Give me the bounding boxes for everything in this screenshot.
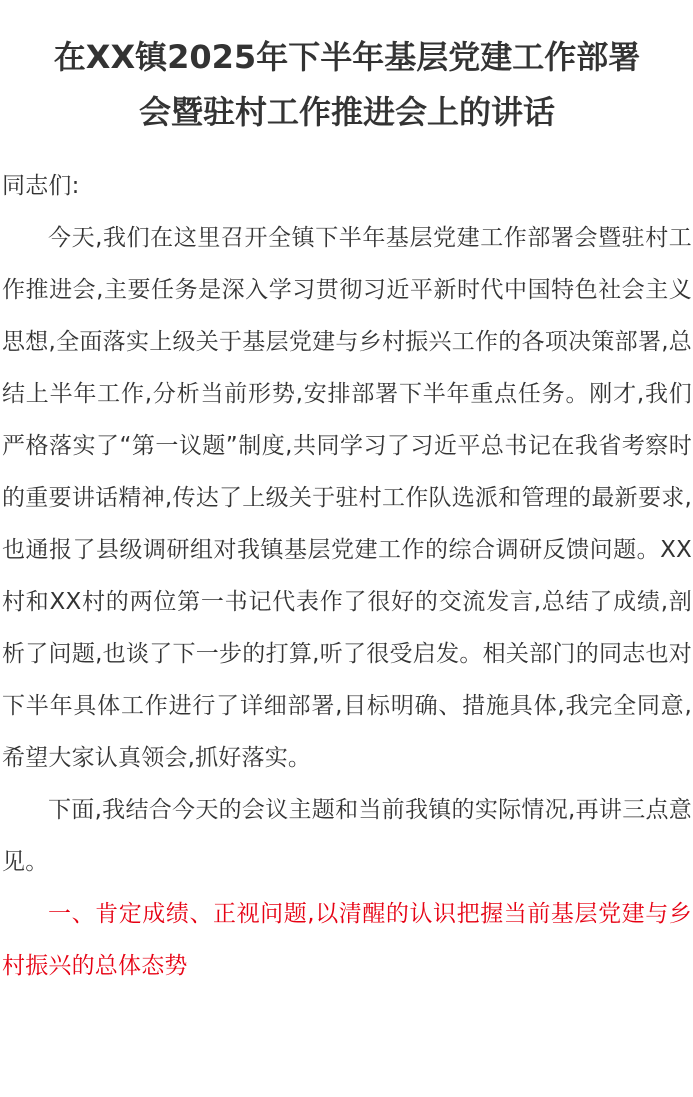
document-title: [2, 30, 692, 140]
title-line-1: 在XX镇2025年下半年基层党建工作部署: [53, 38, 641, 76]
title-line-2: 会暨驻村工作推进会上的讲话: [138, 93, 555, 131]
document: [2, 30, 692, 992]
body-paragraph-2: 下面,我结合今天的会议主题和当前我镇的实际情况,再讲三点意见。: [2, 797, 692, 875]
body-paragraph-1: 今天,我们在这里召开全镇下半年基层党建工作部署会暨驻村工作推进会,主要任务是深入学习贯彻习近平新时代中国特色社会主义思想,全面落实上级关于基层党建与乡村振兴工作的各项决策部署,总结上半年工作,分析当前形势,安排部署下半年重点任务。刚才,我们严格落实了“第一议题”制度,共同学习了习近平总书记在我省考察时的重要讲话精神,传达了上级关于驻村工作队选派和管理的最新要求,也通报了县级调研组对我镇基层党建工作的综合调研反馈问题。XX村和XX村的两位第一书记代表作了很好的交流发言,总结了成绩,剖析了问题,也谈了下一步的打算,听了很受启发。相关部门的同志也对下半年具体工作进行了详细部署,目标明确、措施具体,我完全同意,希望大家认真领会,抓好落实。: [2, 225, 692, 771]
section-heading-1: 一、肯定成绩、正视问题,以清醒的认识把握当前基层党建与乡村振兴的总体态势: [2, 901, 692, 979]
salutation: 同志们:: [2, 173, 80, 199]
